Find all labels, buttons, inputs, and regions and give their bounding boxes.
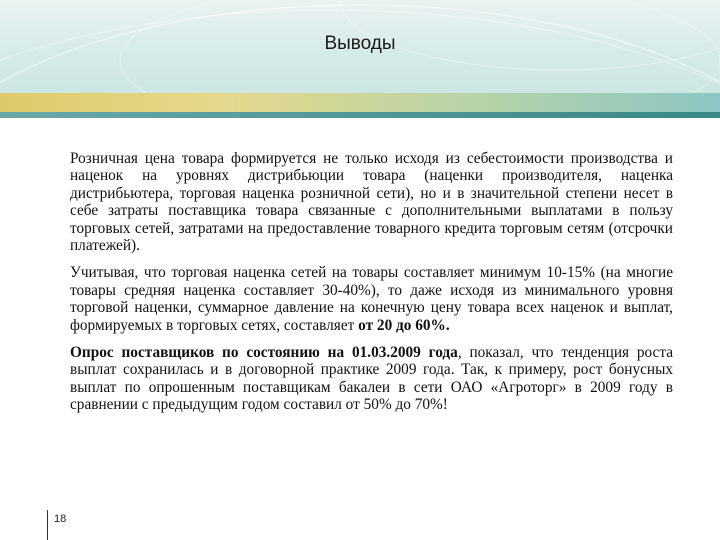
page-number-divider xyxy=(47,510,48,540)
header-gold-band xyxy=(0,93,720,112)
slide-header xyxy=(0,0,720,118)
slide-body xyxy=(70,150,673,424)
paragraph-2-text: Учитывая, что торговая наценка сетей на товары составляет минимум 10-15% (на многие товары средняя наценка составляет 30-40%), то даже исходя из минимального уровня торговой наценки, суммарное давление на конечную цену товара всех наценок и выплат, формируемых в торговых сетях, составляет xyxy=(70,264,673,334)
header-teal-band xyxy=(0,112,720,118)
paragraph-2-bold: от 20 до 60%. xyxy=(358,316,450,334)
paragraph-retail-price xyxy=(70,150,673,254)
paragraph-3-bold: Опрос поставщиков по состоянию на 01.03.2009 года xyxy=(70,344,458,362)
page-title: Выводы xyxy=(324,33,396,54)
paragraph-1-text: Розничная цена товара формируется не только исходя из себестоимости производства и наценок на уровнях дистрибьюции товара (наценки производителя, наценка дистрибьютера, торговая наценка розничной сети), но и в значительной степени несет в себе затраты поставщика товара связанные с дополнительными выплатами в пользу торговых сетей, затратами на предоставление товарного кредита торговым сетям (отсрочки платежей). xyxy=(70,150,673,255)
paragraph-3-text: , показал, что тенденция роста выплат сохранилась и в договорной практике 2009 года. Так, к примеру, рост бонусных выплат по опрошенным поставщикам бакалеи в сети ОАО «Агроторг» в 2009 году в сравнении с предыдущим годом составил от 50% до 70%! xyxy=(70,344,674,414)
paragraph-survey xyxy=(70,344,673,414)
paragraph-markup xyxy=(70,264,673,334)
page-number: 18 xyxy=(54,513,67,525)
